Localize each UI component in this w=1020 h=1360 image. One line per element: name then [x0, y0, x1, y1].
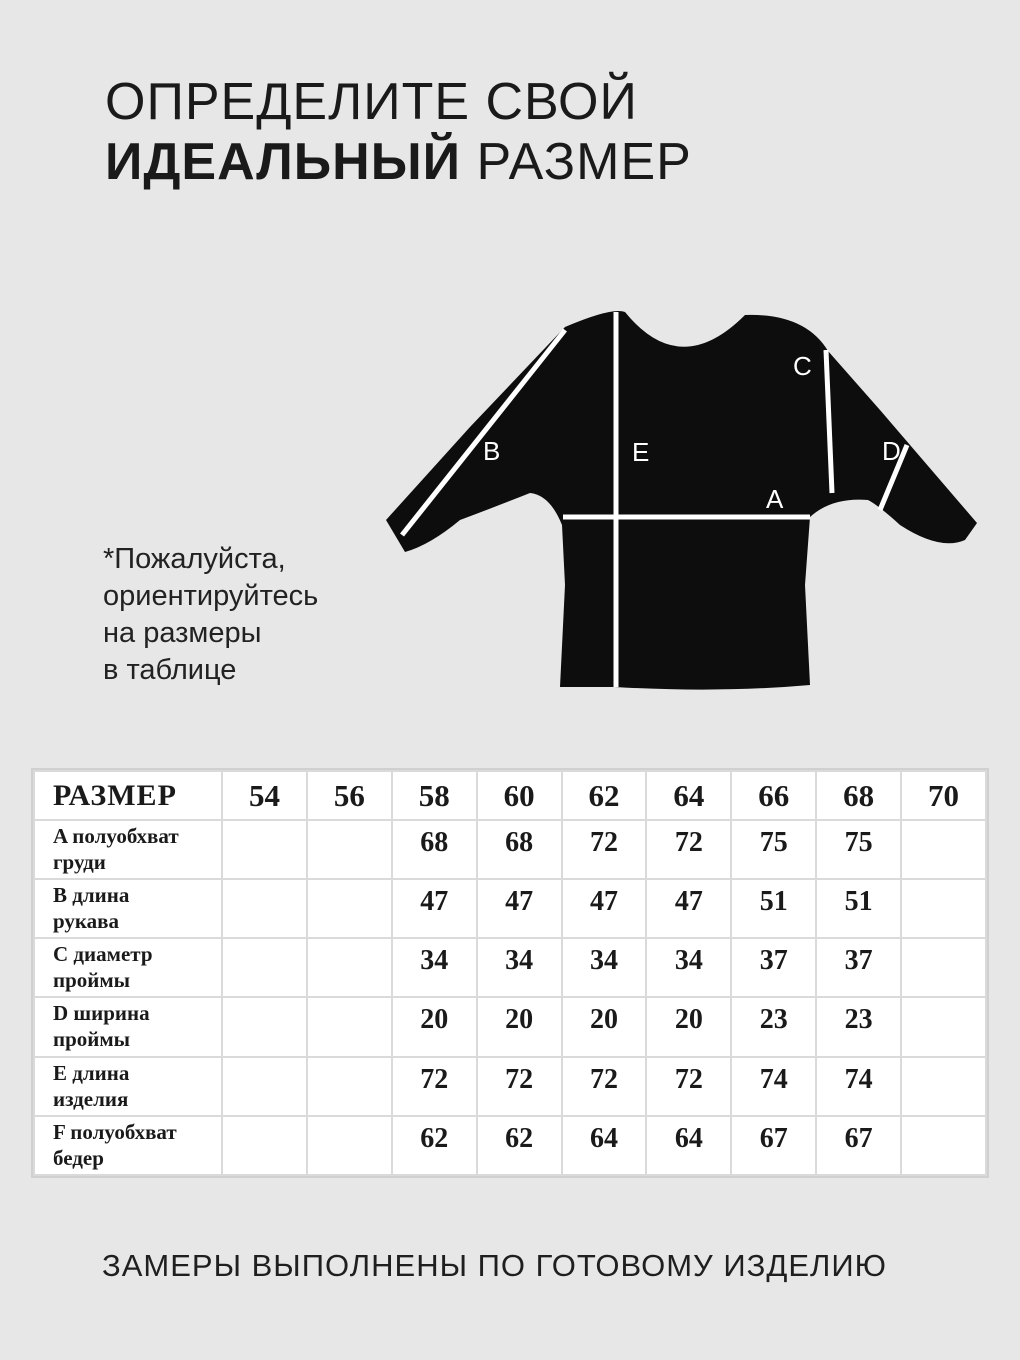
table-cell	[223, 1058, 306, 1115]
table-cell: 37	[817, 939, 900, 996]
table-cell: 20	[478, 998, 561, 1055]
table-cell: 20	[563, 998, 646, 1055]
table-cell	[308, 880, 391, 937]
header-size-cell: 64	[647, 772, 730, 819]
table-cell	[308, 998, 391, 1055]
table-cell	[902, 939, 985, 996]
table-cell: 64	[563, 1117, 646, 1174]
table-cell: 72	[563, 821, 646, 878]
table-row	[35, 998, 985, 1055]
note-line: *Пожалуйста,	[103, 543, 286, 575]
row-label-line: D ширина	[53, 1001, 150, 1026]
table-cell	[902, 880, 985, 937]
table-cell	[223, 998, 306, 1055]
table-cell	[902, 1058, 985, 1115]
table-row	[35, 939, 985, 996]
table-cell	[902, 1117, 985, 1174]
garment-diagram	[380, 255, 1000, 705]
table-cell	[223, 939, 306, 996]
table-cell: 64	[647, 1117, 730, 1174]
row-label-line: B длина	[53, 883, 130, 908]
row-label-line: E длина	[53, 1060, 130, 1085]
table-cell: 74	[817, 1058, 900, 1115]
table-cell	[223, 880, 306, 937]
footer-note: ЗАМЕРЫ ВЫПОЛНЕНЫ ПО ГОТОВОМУ ИЗДЕЛИЮ	[102, 1248, 887, 1283]
table-cell: 20	[393, 998, 476, 1055]
header-size-cell: 56	[308, 772, 391, 819]
header-size-label: РАЗМЕР	[35, 772, 221, 819]
row-label	[35, 939, 221, 996]
size-table	[33, 770, 987, 1176]
label-e: E	[632, 437, 650, 467]
table-cell: 72	[563, 1058, 646, 1115]
row-label-line: груди	[53, 850, 106, 874]
table-row	[35, 1058, 985, 1115]
header-size-cell: 54	[223, 772, 306, 819]
header-size-cell: 62	[563, 772, 646, 819]
table-cell: 68	[478, 821, 561, 878]
table-cell: 23	[817, 998, 900, 1055]
row-label-line: F полуобхват	[53, 1119, 177, 1144]
table-cell: 62	[478, 1117, 561, 1174]
table-row	[35, 1117, 985, 1174]
table-cell: 34	[478, 939, 561, 996]
table-cell	[308, 1058, 391, 1115]
table-cell: 75	[732, 821, 815, 878]
title-line-1: ОПРЕДЕЛИТЕ СВОЙ	[105, 73, 638, 131]
table-cell: 62	[393, 1117, 476, 1174]
table-cell: 23	[732, 998, 815, 1055]
table-cell	[308, 1117, 391, 1174]
header-size-cell: 70	[902, 772, 985, 819]
title-rest: РАЗМЕР	[461, 133, 692, 191]
table-cell: 47	[563, 880, 646, 937]
garment-svg	[380, 255, 1000, 705]
table-cell	[902, 821, 985, 878]
label-a: A	[766, 484, 784, 514]
table-cell: 72	[393, 1058, 476, 1115]
table-cell: 72	[478, 1058, 561, 1115]
table-cell: 75	[817, 821, 900, 878]
table-cell	[308, 821, 391, 878]
row-label-line: бедер	[53, 1145, 104, 1170]
header-size-cell: 66	[732, 772, 815, 819]
table-cell: 72	[647, 821, 730, 878]
row-label-line: изделия	[53, 1086, 129, 1111]
table-cell: 51	[732, 880, 815, 937]
header-size-cell: 68	[817, 772, 900, 819]
page-title	[105, 72, 692, 192]
table-cell: 47	[647, 880, 730, 937]
row-label-line: проймы	[53, 1027, 131, 1052]
table-cell: 34	[563, 939, 646, 996]
table-cell: 67	[817, 1117, 900, 1174]
table-row	[35, 880, 985, 937]
header-size-cell: 60	[478, 772, 561, 819]
table-cell	[223, 821, 306, 878]
label-b: B	[483, 436, 501, 466]
table-cell: 51	[817, 880, 900, 937]
row-label-line: A полуобхват	[53, 824, 179, 848]
table-cell: 47	[393, 880, 476, 937]
size-table-container	[33, 770, 987, 1176]
table-cell: 34	[647, 939, 730, 996]
row-label	[35, 1117, 221, 1174]
table-cell	[308, 939, 391, 996]
row-label-line: C диаметр	[53, 942, 153, 967]
table-cell: 47	[478, 880, 561, 937]
title-line-2	[105, 132, 692, 192]
note-line: на размеры	[103, 617, 262, 649]
garment-silhouette	[386, 311, 977, 690]
table-body	[35, 821, 985, 1174]
row-label-line: рукава	[53, 909, 120, 934]
note-line: в таблице	[103, 654, 237, 686]
header-size-cell: 58	[393, 772, 476, 819]
table-cell: 67	[732, 1117, 815, 1174]
title-bold-word: ИДЕАЛЬНЫЙ	[105, 133, 461, 191]
table-row	[35, 821, 985, 878]
row-label	[35, 998, 221, 1055]
size-note	[103, 541, 318, 689]
table-cell	[902, 998, 985, 1055]
table-cell: 74	[732, 1058, 815, 1115]
row-label	[35, 1058, 221, 1115]
table-header-row	[35, 772, 985, 819]
table-cell: 72	[647, 1058, 730, 1115]
label-c: C	[793, 351, 812, 381]
table-cell	[223, 1117, 306, 1174]
row-label	[35, 821, 221, 878]
table-cell: 34	[393, 939, 476, 996]
row-label-line: проймы	[53, 968, 131, 993]
table-cell: 68	[393, 821, 476, 878]
row-label	[35, 880, 221, 937]
label-d: D	[882, 436, 901, 466]
note-line: ориентируйтесь	[103, 580, 319, 612]
table-cell: 20	[647, 998, 730, 1055]
table-cell: 37	[732, 939, 815, 996]
